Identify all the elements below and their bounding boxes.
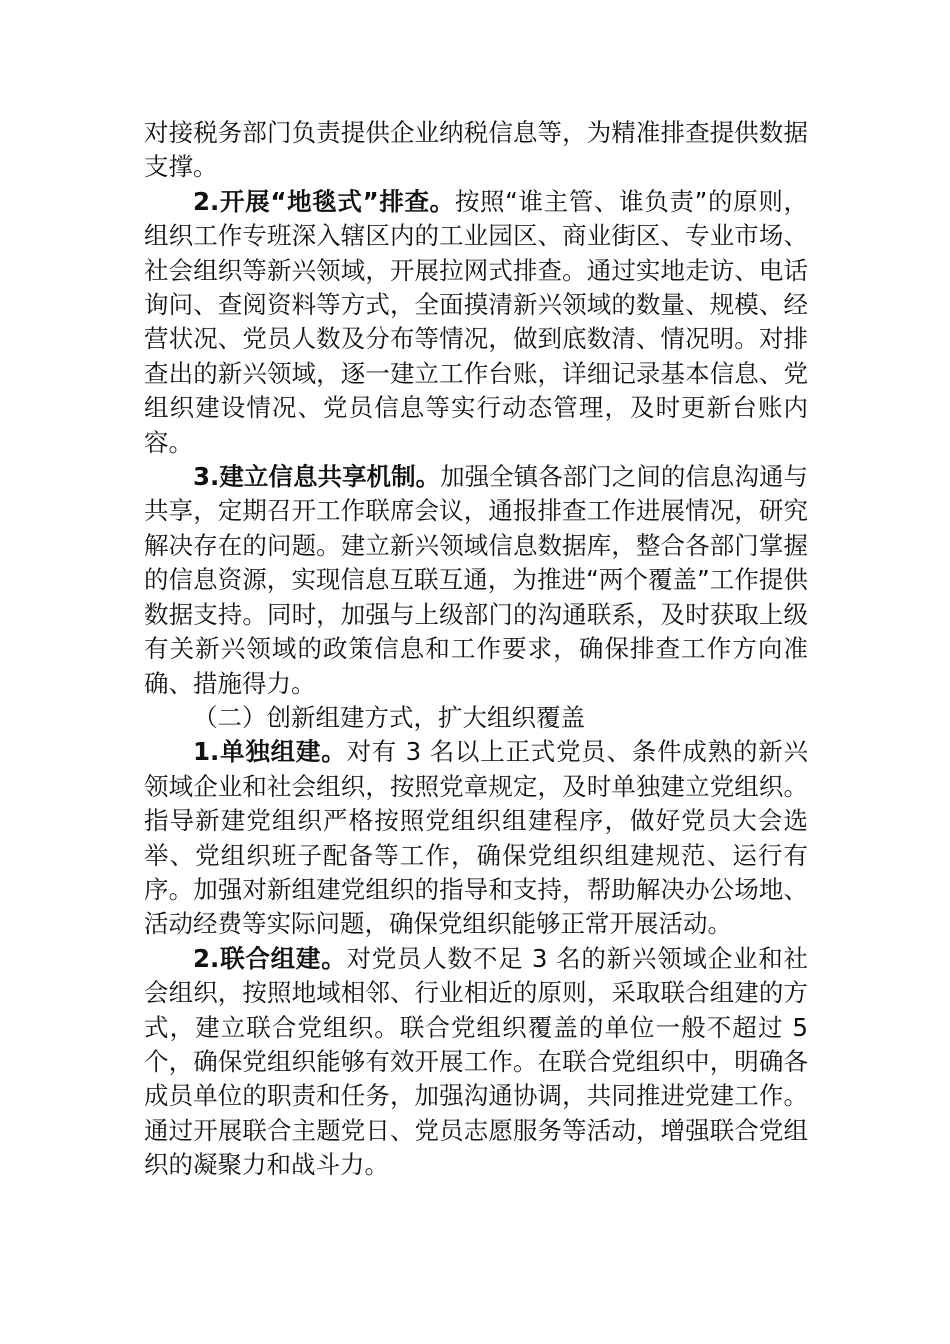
paragraph-text: 对有 3 名以上正式党员、条件成熟的新兴领域企业和社会组织，按照党章规定，及时单独建立党组织。指导新建党组织严格按照党组织组建程序，做好党员大会选举、党组织班子配备等工作，确保党组织组建规范、运行有序。加强对新组建党组织的指导和支持，帮助解决办公场地、活动经费等实际问题，确保党组织能够正常开展活动。	[144, 737, 808, 939]
paragraph-text: 加强全镇各部门之间的信息沟通与共享，定期召开工作联席会议，通报排查工作进展情况，研究解决存在的问题。建立新兴领域信息数据库，整合各部门掌握的信息资源，实现信息互联互通，为推进“两个覆盖”工作提供数据支持。同时，加强与上级部门的沟通联系，及时获取上级有关新兴领域的政策信息和工作要求，确保排查工作方向准确、措施得力。	[144, 462, 808, 698]
paragraph-lead: 2.联合组建。	[193, 943, 347, 973]
paragraph-lead: 1.单独组建。	[193, 737, 347, 767]
paragraph-tax-data	[144, 116, 808, 185]
paragraph-text: 对党员人数不足 3 名的新兴领域企业和社会组织，按照地域相邻、行业相近的原则，采取联合组建的方式，建立联合党组织。联合党组织覆盖的单位一般不超过 5 个，确保党组织能够有效开展工作。在联合党组织中，明确各成员单位的职责和任务，加强沟通协调，共同推进党建工作。通过开展联合主题党日、党员志愿服务等活动，增强联合党组织的凝聚力和战斗力。	[144, 943, 808, 1180]
paragraph-lead: 2.开展“地毯式”排查。	[193, 186, 455, 216]
paragraph-info-sharing	[144, 460, 808, 701]
paragraph-text: 对接税务部门负责提供企业纳税信息等，为精准排查提供数据支撑。	[144, 118, 808, 182]
document-body	[144, 116, 808, 1183]
paragraph-text: 按照“谁主管、谁负责”的原则，组织工作专班深入辖区内的工业园区、商业街区、专业市场、社会组织等新兴领域，开展拉网式排查。通过实地走访、电话询问、查阅资料等方式，全面摸清新兴领域的数量、规模、经营状况、党员人数及分布等情况，做到底数清、情况明。对排查出的新兴领域，逐一建立工作台账，详细记录基本信息、党组织建设情况、党员信息等实行动态管理，及时更新台账内容。	[144, 186, 808, 457]
paragraph-independent-setup	[144, 735, 808, 941]
section-heading	[144, 701, 808, 735]
paragraph-carpet-survey	[144, 185, 808, 460]
paragraph-lead: 3.建立信息共享机制。	[193, 462, 441, 492]
section-heading-text: （二）创新组建方式，扩大组织覆盖	[193, 702, 585, 732]
paragraph-joint-setup	[144, 942, 808, 1183]
